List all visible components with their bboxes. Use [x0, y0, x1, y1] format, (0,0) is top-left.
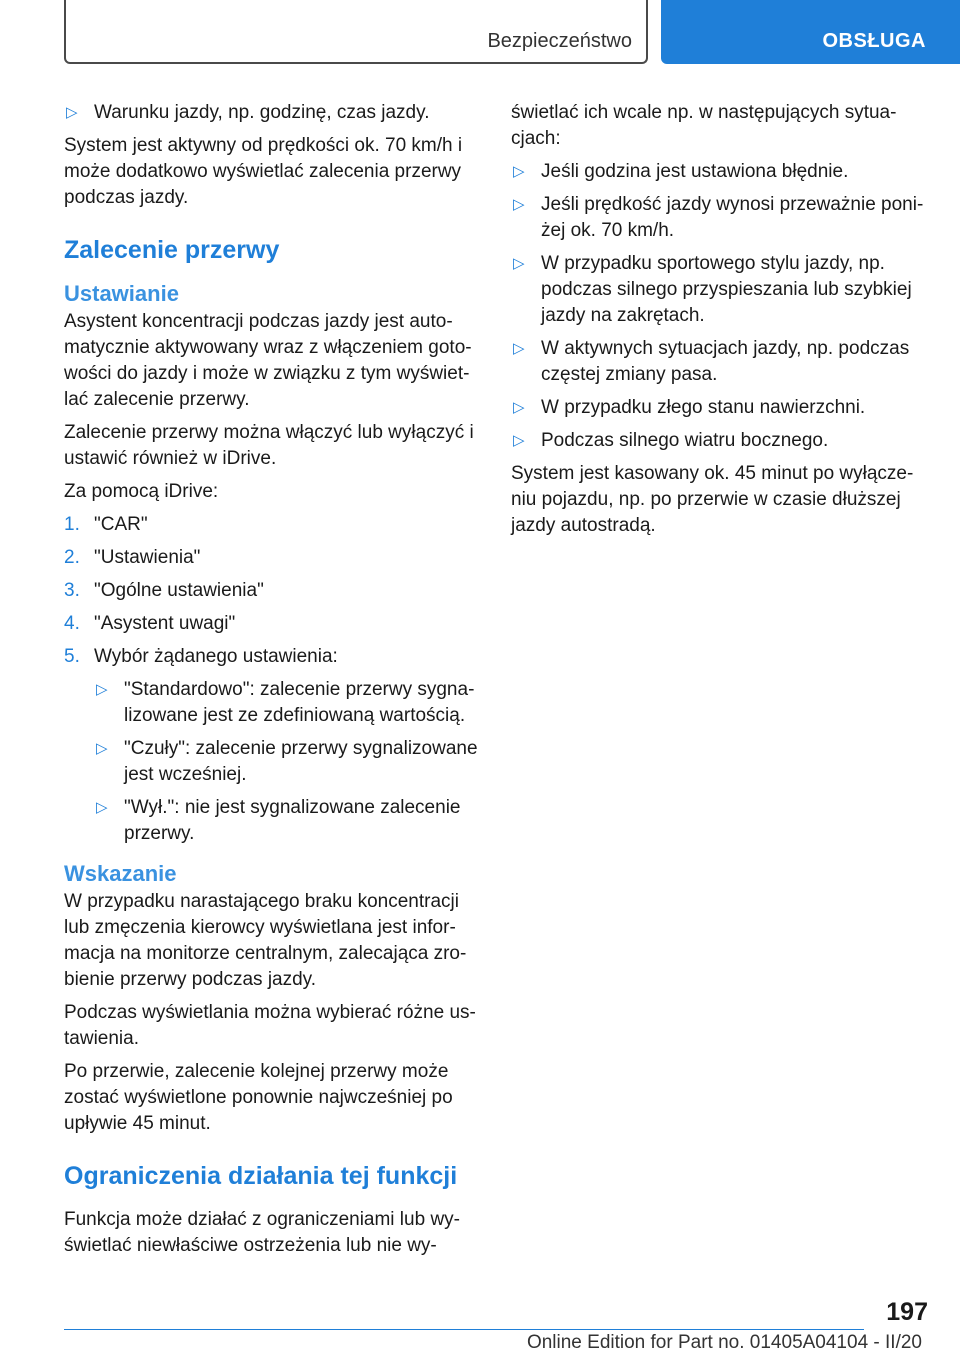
paragraph: Zalecenie przerwy można włączyć lub wyłączyć i ustawić również w iDrive.: [64, 422, 474, 469]
list-item: ▷ Warunku jazdy, np. godzinę, czas jazdy.: [64, 100, 478, 126]
paragraph: świetlać ich wcale np. w następujących sytuacjach:: [511, 102, 897, 149]
list-item: ▷ W przypadku sportowego stylu jazdy, np. podczas silnego przyspieszania lub szybkiej jazdy na zakrętach.: [513, 253, 912, 326]
step-number: 4.: [64, 613, 80, 634]
triangle-bullet-icon: ▷: [96, 681, 108, 698]
list-item: ▷ "Wył.": nie jest sygnalizowane zalecenie przerwy.: [96, 797, 461, 844]
heading-wskazanie: Wskazanie: [64, 861, 177, 886]
list-item: 4. "Asystent uwagi": [64, 611, 478, 637]
footer-divider: [64, 1329, 864, 1330]
triangle-bullet-icon: ▷: [96, 799, 108, 816]
heading-zalecenie-przerwy: Zalecenie przerwy: [64, 236, 280, 264]
header-chapter-title: OBSŁUGA: [822, 30, 926, 52]
limitations-bullet-list: [511, 159, 931, 454]
intro-paragraph: System jest aktywny od prędkości ok. 70 km/h i może dodatkowo wyświetlać zalecenia przerwy podczas jazdy.: [64, 135, 463, 208]
list-item: ▷ Jeśli godzina jest ustawiona błędnie.: [511, 159, 931, 185]
settings-steps-list: [64, 512, 478, 847]
triangle-bullet-icon: ▷: [513, 196, 525, 213]
list-item: ▷ "Standardowo": zalecenie przerwy sygnalizowane jest ze zdefiniowaną wartością.: [96, 679, 475, 726]
list-item: ▷ Podczas silnego wiatru bocznego.: [511, 428, 931, 454]
header-section-title: Bezpieczeństwo: [487, 30, 632, 52]
triangle-bullet-icon: ▷: [96, 740, 108, 757]
paragraph: Za pomocą iDrive:: [64, 481, 219, 502]
triangle-bullet-icon: ▷: [513, 432, 525, 449]
triangle-bullet-icon: ▷: [513, 399, 525, 416]
paragraph: System jest kasowany ok. 45 minut po wyłączeniu pojazdu, np. po przerwie w czasie dłuższej jazdy autostradą.: [511, 463, 914, 536]
list-item: ▷ "Czuły": zalecenie przerwy sygnalizowane jest wcześniej.: [96, 738, 478, 785]
intro-bullet-list: [64, 100, 478, 126]
triangle-bullet-icon: ▷: [513, 255, 525, 272]
triangle-bullet-icon: ▷: [513, 340, 525, 357]
list-item: 2. "Ustawienia": [64, 545, 478, 571]
header-chapter-tab: [661, 0, 960, 64]
step-number: 2.: [64, 547, 80, 568]
step-number: 5.: [64, 646, 80, 667]
list-item: ▷ W aktywnych sytuacjach jazdy, np. podczas częstej zmiany pasa.: [513, 338, 910, 385]
triangle-bullet-icon: ▷: [513, 163, 525, 180]
header-section-box: [64, 0, 648, 64]
paragraph: Po przerwie, zalecenie kolejnej przerwy może zostać wyświetlone ponownie najwcześniej po upływie 45 minut.: [64, 1061, 453, 1134]
list-item: ▷ Jeśli prędkość jazdy wynosi przeważnie poniżej ok. 70 km/h.: [513, 194, 924, 241]
triangle-bullet-icon: ▷: [66, 104, 78, 121]
heading-ustawianie: Ustawianie: [64, 281, 179, 306]
step-number: 3.: [64, 580, 80, 601]
page-number: 197: [886, 1298, 928, 1326]
heading-ograniczenia: Ograniczenia działania tej funkcji: [64, 1162, 458, 1190]
setting-options-list: [94, 677, 478, 847]
paragraph: W przypadku narastającego braku koncentracji lub zmęczenia kierowcy wyświetlana jest informacja na monitorze centralnym, zalecająca zrobienie przerwy podczas jazdy.: [64, 891, 467, 990]
paragraph: Podczas wyświetlania można wybierać różne ustawienia.: [64, 1002, 476, 1049]
list-item: 1. "CAR": [64, 512, 478, 538]
footer-edition: Online Edition for Part no. 01405A04104 - II/20: [526, 1332, 922, 1353]
list-item: ▷ W przypadku złego stanu nawierzchni.: [511, 395, 931, 421]
step-number: 1.: [64, 514, 80, 535]
list-item: 5. Wybór żądanego ustawienia: ▷ "Standardowo": zalecenie przerwy sygnalizowane jest ze zdefiniowaną wartością. ▷ "Czuły": zalecenie przerwy sygnalizowane jest wcześniej. ▷ "Wył.": nie jest sygnalizowane zalecenie przerwy.: [64, 644, 478, 847]
list-item: 3. "Ogólne ustawienia": [64, 578, 478, 604]
right-column: [511, 100, 931, 546]
paragraph: Funkcja może działać z ograniczeniami lub wyświetlać niewłaściwe ostrzeżenia lub nie wy-: [64, 1209, 460, 1256]
left-column: [64, 100, 478, 1266]
paragraph: Asystent koncentracji podczas jazdy jest automatycznie aktywowany wraz z włączeniem gotowości do jazdy i może w związku z tym wyświetlać zalecenie przerwy.: [64, 311, 472, 410]
